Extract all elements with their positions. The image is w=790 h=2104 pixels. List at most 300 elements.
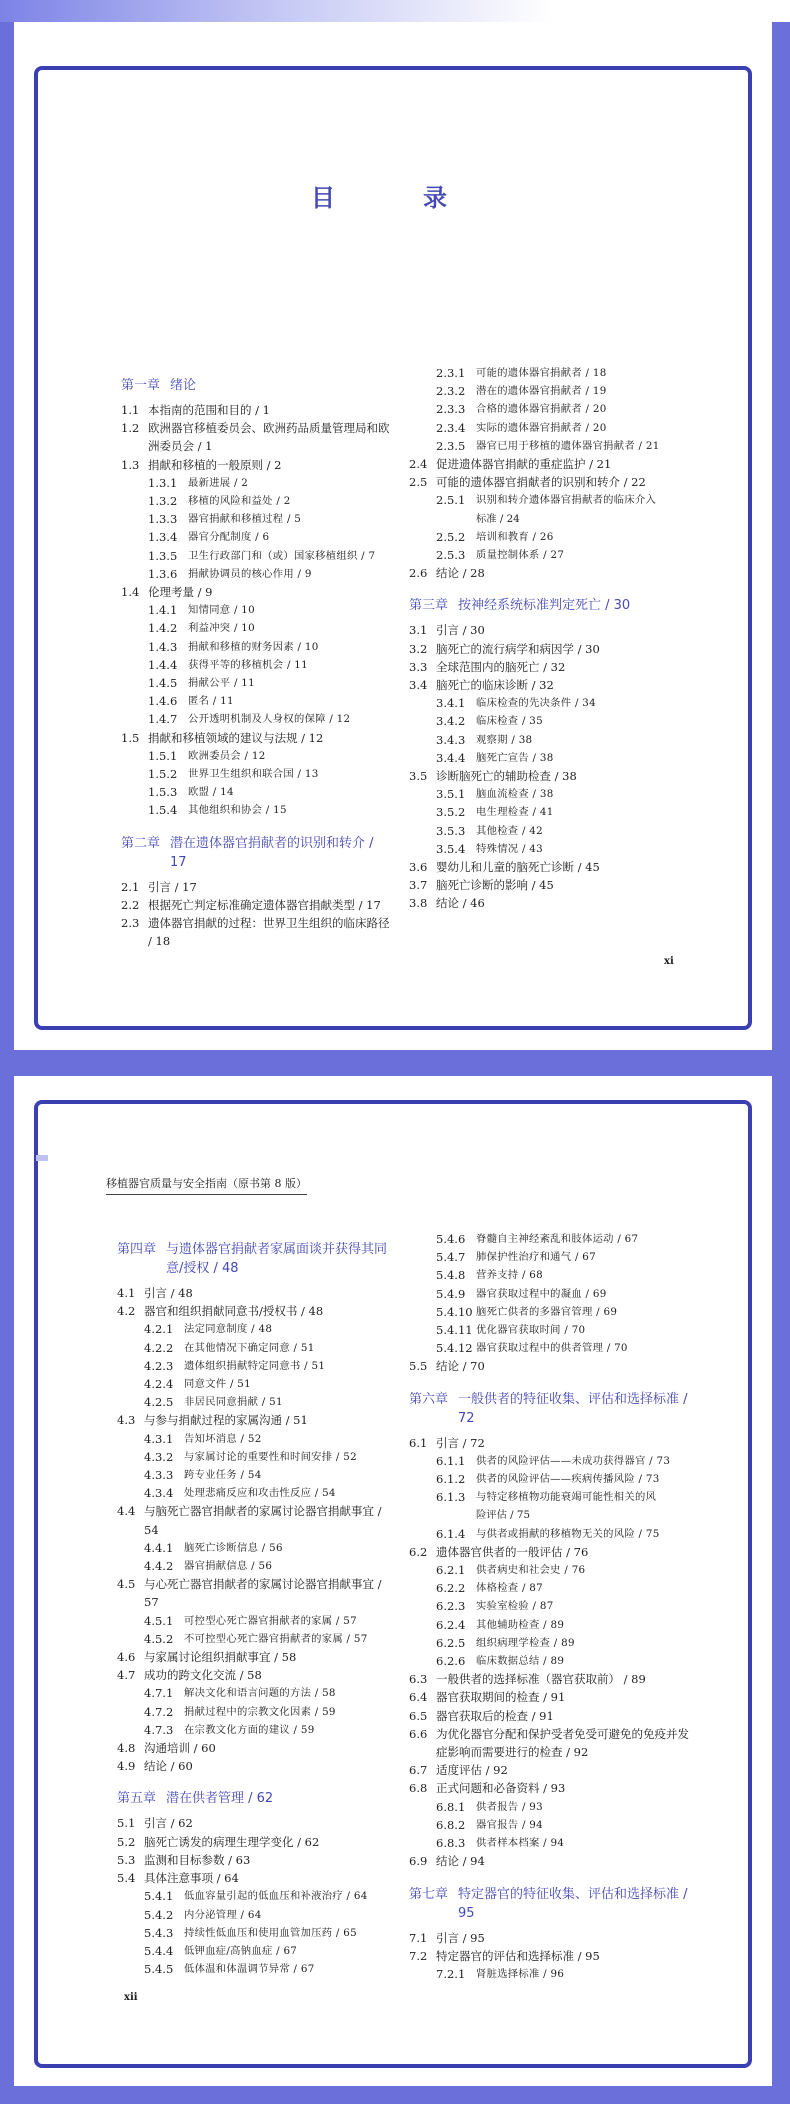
section-title: 婴幼儿和儿童的脑死亡诊断 / 45	[436, 860, 600, 875]
section-title: 肺保护性治疗和通气 / 67	[476, 1251, 596, 1264]
toc-section-entry	[409, 1357, 695, 1375]
toc-subsection-entry	[409, 1525, 695, 1543]
section-number: 5.4.7	[436, 1250, 466, 1265]
section-title: 特殊情况 / 43	[476, 842, 544, 855]
toc-section-entry	[409, 621, 695, 639]
running-head: 移植器官质量与安全指南（原书第 8 版）	[106, 1175, 307, 1195]
section-number: 4.4	[117, 1504, 136, 1519]
section-title: 本指南的范围和目的 / 1	[148, 403, 271, 417]
section-number: 4.9	[117, 1759, 136, 1774]
section-number: 4.2.5	[144, 1395, 174, 1410]
section-number: 3.7	[409, 878, 428, 893]
section-number: 2.3.2	[436, 384, 466, 399]
toc-subsection-entry	[121, 547, 391, 565]
section-title: 与参与捐献过程的家属沟通 / 51	[144, 1413, 308, 1428]
section-title: 卫生行政部门和（或）国家移植组织 / 7	[188, 549, 376, 562]
toc-subsection-entry	[409, 1597, 695, 1615]
section-title: 诊断脑死亡的辅助检查 / 38	[436, 769, 577, 784]
section-number: 5.4.2	[144, 1907, 174, 1922]
section-title: 器官获取期间的检查 / 91	[436, 1690, 566, 1705]
section-title: 捐献和移植的一般原则 / 2	[148, 457, 282, 472]
section-number: 3.2	[409, 641, 428, 656]
section-title: 具体注意事项 / 64	[144, 1871, 239, 1886]
section-title: 法定同意制度 / 48	[184, 1323, 273, 1336]
section-number: 1.3	[121, 457, 140, 472]
section-number: 6.2.2	[436, 1581, 466, 1596]
toc-title: 目 录	[311, 184, 479, 212]
toc-section-entry	[117, 1814, 397, 1832]
section-title: 结论 / 70	[436, 1359, 485, 1374]
section-title: 在其他情况下确定同意 / 51	[184, 1341, 315, 1354]
toc-subsection-entry	[117, 1924, 397, 1942]
chapter-number: 第一章	[121, 378, 161, 393]
toc-column-left	[121, 376, 391, 950]
toc-subsection-entry	[117, 1393, 397, 1411]
section-number: 3.3	[409, 659, 428, 674]
section-title: 供者样本档案 / 94	[476, 1837, 565, 1850]
toc-subsection-entry	[117, 1721, 397, 1739]
toc-column-right	[409, 364, 695, 913]
section-number: 3.1	[409, 623, 428, 638]
section-title: 欧盟 / 14	[188, 786, 234, 799]
section-number: 4.4.2	[144, 1559, 174, 1574]
toc-subsection-entry	[117, 1942, 397, 1960]
chapter-title: 与遗体器官捐献者家属面谈并获得其同意/授权 / 48	[166, 1242, 388, 1276]
section-number: 4.3.3	[144, 1468, 174, 1483]
section-number: 6.5	[409, 1708, 428, 1723]
section-title: 欧洲器官移植委员会、欧洲药品质量管理局和欧洲委员会 / 1	[148, 421, 390, 454]
chapter-title: 潜在遗体器官捐献者的识别和转介 / 17	[170, 835, 374, 870]
toc-subsection-entry	[409, 694, 695, 712]
chapter-heading	[409, 1390, 695, 1428]
toc-subsection-entry	[409, 491, 695, 509]
section-number: 6.1.1	[436, 1453, 466, 1468]
section-title: 在宗教文化方面的建议 / 59	[184, 1723, 315, 1736]
chapter-number: 第二章	[121, 835, 161, 851]
toc-section-entry	[409, 473, 695, 491]
section-title: 培训和教育 / 26	[476, 530, 554, 543]
section-number: 6.1.2	[436, 1472, 466, 1487]
section-number: 4.7.1	[144, 1686, 174, 1701]
section-title: 遗体器官供者的一般评估 / 76	[436, 1544, 589, 1559]
section-title: 伦理考量 / 9	[148, 585, 213, 600]
section-title: 引言 / 30	[436, 623, 485, 638]
section-title: 遗体器官捐献的过程：世界卫生组织的临床路径 / 18	[148, 916, 390, 949]
section-title: 可控型心死亡器官捐献者的家属 / 57	[184, 1614, 357, 1627]
section-number: 1.3.3	[148, 512, 178, 527]
toc-subsection-entry	[409, 1248, 695, 1266]
toc-subsection-entry	[121, 510, 391, 528]
toc-subsection-entry	[409, 528, 695, 546]
chapter-number: 第六章	[409, 1391, 449, 1407]
toc-subsection-entry	[121, 528, 391, 546]
section-number: 2.5	[409, 475, 428, 490]
toc-section-entry	[409, 894, 695, 912]
section-number: 4.7.3	[144, 1722, 174, 1737]
toc-subsection-entry	[409, 1834, 695, 1852]
section-number: 2.5.2	[436, 529, 466, 544]
section-title: 跨专业任务 / 54	[184, 1469, 262, 1482]
section-number: 6.1.3	[436, 1490, 466, 1505]
toc-subsection-entry	[121, 710, 391, 728]
section-number: 2.2	[121, 897, 140, 912]
toc-subsection-entry	[121, 638, 391, 656]
toc-section-entry	[117, 1869, 397, 1887]
section-title: 知情同意 / 10	[188, 604, 256, 617]
section-title: 供者的风险评估——未成功获得器官 / 73	[476, 1454, 671, 1467]
section-title: 成功的跨文化交流 / 58	[144, 1668, 262, 1683]
section-number: 5.4.10	[436, 1304, 473, 1319]
toc-section-entry	[117, 1833, 397, 1851]
section-title: 脑死亡的流行病学和病因学 / 30	[436, 641, 600, 656]
toc-section-entry	[117, 1739, 397, 1757]
toc-subsection-entry	[121, 601, 391, 619]
section-title: 全球范围内的脑死亡 / 32	[436, 659, 566, 674]
section-title: 脑死亡诊断的影响 / 45	[436, 878, 554, 893]
section-number: 3.4.2	[436, 714, 466, 729]
toc-column-left	[117, 1240, 397, 1978]
section-number: 5.4.9	[436, 1286, 466, 1301]
toc-subsection-entry	[121, 656, 391, 674]
section-title: 潜在的遗体器官捐献者 / 19	[476, 385, 607, 398]
section-title: 供者病史和社会史 / 76	[476, 1564, 586, 1577]
section-title: 低体温和体温调节异常 / 67	[184, 1963, 315, 1976]
section-title: 实际的遗体器官捐献者 / 20	[476, 421, 607, 434]
toc-subsection-entry	[117, 1339, 397, 1357]
section-title: 临床数据总结 / 89	[476, 1655, 565, 1668]
page-number: xii	[124, 1992, 138, 2003]
toc-section-entry	[409, 1725, 695, 1761]
toc-section-entry	[409, 1688, 695, 1706]
section-title: 可能的遗体器官捐献者的识别和转介 / 22	[436, 475, 646, 490]
section-title: 低钾血症/高钠血症 / 67	[184, 1944, 298, 1957]
section-title: 脊髓自主神经紊乱和肢体运动 / 67	[476, 1233, 639, 1245]
section-title: 同意文件 / 51	[184, 1378, 252, 1391]
toc-subsection-entry	[409, 712, 695, 730]
toc-subsection-entry	[409, 1285, 695, 1303]
toc-section-entry	[409, 455, 695, 473]
toc-subsection-entry	[409, 785, 695, 803]
section-title: 持续性低血压和使用血管加压药 / 65	[184, 1926, 357, 1939]
toc-subsection-entry	[409, 731, 695, 749]
toc-subsection-entry	[409, 822, 695, 840]
section-number: 3.5.2	[436, 805, 466, 820]
section-number: 2.4	[409, 457, 428, 472]
toc-section-entry	[409, 676, 695, 694]
section-number: 3.5.4	[436, 841, 466, 856]
toc-subsection-entry	[409, 1266, 695, 1284]
section-number: 3.5.3	[436, 823, 466, 838]
section-number: 4.5.2	[144, 1631, 174, 1646]
section-title: 脑死亡的临床诊断 / 32	[436, 678, 554, 693]
section-title: 引言 / 95	[436, 1930, 485, 1945]
chapter-title: 按神经系统标准判定死亡 / 30	[458, 598, 631, 614]
toc-subsection-entry	[121, 801, 391, 819]
toc-subsection-entry	[409, 1798, 695, 1816]
section-title: 引言 / 17	[148, 879, 197, 894]
section-number: 7.2	[409, 1948, 428, 1963]
toc-section-entry	[409, 1852, 695, 1870]
section-title: 匿名 / 11	[188, 695, 234, 708]
chapter-number: 第三章	[409, 598, 449, 614]
section-number: 1.3.2	[148, 494, 178, 509]
section-title: 监测和目标参数 / 63	[144, 1852, 251, 1867]
section-title: 处理悲痛反应和攻击性反应 / 54	[184, 1487, 336, 1500]
toc-section-entry	[117, 1411, 397, 1429]
section-number: 6.2.3	[436, 1599, 466, 1614]
toc-subsection-entry	[409, 364, 695, 382]
section-title: 观察期 / 38	[476, 733, 533, 746]
section-number: 5.4.11	[436, 1323, 473, 1338]
toc-section-entry	[117, 1575, 397, 1611]
section-title: 特定器官的评估和选择标准 / 95	[436, 1948, 600, 1963]
section-title: 供者报告 / 93	[476, 1800, 544, 1813]
section-title: 其他检查 / 42	[476, 824, 544, 837]
section-number: 4.5.1	[144, 1613, 174, 1628]
toc-subsection-entry	[117, 1466, 397, 1484]
section-title: 合格的遗体器官捐献者 / 20	[476, 403, 607, 416]
section-title: 营养支持 / 68	[476, 1269, 544, 1282]
section-number: 3.5	[409, 769, 428, 784]
toc-section-entry	[121, 583, 391, 601]
toc-subsection-entry	[409, 1965, 695, 1983]
toc-section-entry	[409, 1947, 695, 1965]
toc-entry-continuation: 险评估 / 75	[476, 1509, 531, 1522]
section-number: 5.2	[117, 1834, 136, 1849]
section-number: 5.4.3	[144, 1925, 174, 1940]
toc-section-entry	[409, 658, 695, 676]
section-number: 6.9	[409, 1854, 428, 1869]
toc-subsection-entry	[121, 765, 391, 783]
chapter-heading	[117, 1240, 397, 1278]
toc-subsection-entry	[409, 1452, 695, 1470]
toc-section-entry	[117, 1757, 397, 1775]
section-title: 促进遗体器官捐献的重症监护 / 21	[436, 457, 612, 472]
section-number: 4.7.2	[144, 1704, 174, 1719]
toc-subsection-entry	[117, 1430, 397, 1448]
toc-section-entry	[117, 1666, 397, 1684]
section-title: 捐献公平 / 11	[188, 677, 256, 690]
section-number: 5.5	[409, 1359, 428, 1374]
section-title: 可能的遗体器官捐献者 / 18	[476, 367, 607, 379]
toc-section-entry	[117, 1502, 397, 1538]
toc-subsection-entry	[409, 546, 695, 564]
section-title: 不可控型心死亡器官捐献者的家属 / 57	[184, 1632, 368, 1645]
section-number: 6.1.4	[436, 1526, 466, 1541]
section-number: 4.2.1	[144, 1322, 174, 1337]
toc-subsection-entry	[121, 492, 391, 510]
section-number: 5.1	[117, 1816, 136, 1831]
section-number: 5.3	[117, 1852, 136, 1867]
section-number: 2.1	[121, 879, 140, 894]
section-title: 沟通培训 / 60	[144, 1741, 216, 1756]
toc-section-entry	[121, 456, 391, 474]
chapter-title: 特定器官的特征收集、评估和选择标准 / 95	[458, 1886, 688, 1921]
section-title: 与特定移植物功能衰竭可能性相关的风	[476, 1491, 657, 1504]
section-number: 5.4	[117, 1871, 136, 1886]
section-title: 解决文化和语言问题的方法 / 58	[184, 1687, 336, 1700]
toc-section-entry	[409, 1707, 695, 1725]
chapter-title: 绪论	[170, 378, 197, 393]
section-title: 脑死亡供者的多器官管理 / 69	[476, 1305, 618, 1318]
toc-subsection-entry	[121, 674, 391, 692]
section-number: 4.3.2	[144, 1449, 174, 1464]
section-number: 4.8	[117, 1741, 136, 1756]
section-number: 6.6	[409, 1726, 428, 1741]
toc-subsection-entry	[121, 692, 391, 710]
section-number: 3.4.1	[436, 696, 466, 711]
section-title: 捐献协调员的核心作用 / 9	[188, 567, 312, 580]
toc-section-entry	[121, 896, 391, 914]
toc-entry-continuation: 标准 / 24	[476, 512, 520, 525]
section-number: 7.2.1	[436, 1966, 466, 1981]
section-title: 内分泌管理 / 64	[184, 1908, 262, 1921]
section-title: 脑死亡诱发的病理生理学变化 / 62	[144, 1834, 320, 1849]
section-number: 5.4.5	[144, 1962, 174, 1977]
section-number: 3.4.3	[436, 732, 466, 747]
section-title: 引言 / 48	[144, 1286, 193, 1300]
toc-subsection-entry	[409, 1616, 695, 1634]
section-title: 捐献过程中的宗教文化因素 / 59	[184, 1705, 336, 1718]
toc-section-entry	[409, 1761, 695, 1779]
toc-section-entry	[117, 1851, 397, 1869]
section-title: 利益冲突 / 10	[188, 622, 256, 635]
section-title: 公开透明机制及人身权的保障 / 12	[188, 713, 351, 726]
section-title: 获得平等的移植机会 / 11	[188, 658, 308, 671]
chapter-heading	[409, 596, 695, 615]
toc-section-entry	[117, 1648, 397, 1666]
toc-section-entry	[409, 767, 695, 785]
toc-section-entry	[409, 564, 695, 582]
section-number: 3.8	[409, 896, 428, 911]
section-title: 与心死亡器官捐献者的家属讨论器官捐献事宜 / 57	[144, 1577, 382, 1610]
toc-subsection-entry	[121, 619, 391, 637]
toc-subsection-entry	[409, 400, 695, 418]
section-title: 器官捐献和移植过程 / 5	[188, 513, 302, 526]
section-number: 7.1	[409, 1930, 428, 1945]
toc-subsection-entry	[117, 1357, 397, 1375]
section-number: 6.2	[409, 1544, 428, 1559]
section-title: 遗体组织捐献特定同意书 / 51	[184, 1359, 326, 1372]
section-number: 1.4.4	[148, 657, 178, 672]
section-number: 2.3.5	[436, 438, 466, 453]
toc-subsection-entry	[409, 1321, 695, 1339]
section-title: 与家属讨论组织捐献事宜 / 58	[144, 1650, 297, 1665]
section-number: 6.2.5	[436, 1635, 466, 1650]
section-number: 4.2.3	[144, 1358, 174, 1373]
section-number: 1.3.6	[148, 566, 178, 581]
section-title: 器官捐献信息 / 56	[184, 1560, 273, 1573]
section-title: 与脑死亡器官捐献者的家属讨论器官捐献事宜 / 54	[144, 1504, 382, 1537]
section-number: 4.7	[117, 1668, 136, 1683]
section-number: 1.3.5	[148, 548, 178, 563]
section-title: 为优化器官分配和保护受者免受可避免的免疫并发症影响而需要进行的检查 / 92	[436, 1726, 689, 1760]
section-title: 世界卫生组织和联合国 / 13	[188, 768, 319, 781]
section-number: 1.1	[121, 403, 140, 417]
section-number: 1.4.5	[148, 676, 178, 691]
section-number: 3.6	[409, 860, 428, 875]
section-number: 5.4.6	[436, 1232, 466, 1246]
toc-subsection-entry	[409, 1816, 695, 1834]
section-title: 器官获取过程中的供者管理 / 70	[476, 1342, 628, 1355]
section-title: 供者的风险评估——疾病传播风险 / 73	[476, 1473, 660, 1486]
toc-subsection-entry	[409, 1488, 695, 1506]
toc-section-entry	[409, 1434, 695, 1452]
section-number: 4.3	[117, 1413, 136, 1428]
section-number: 1.3.1	[148, 475, 178, 490]
toc-subsection-entry	[117, 1375, 397, 1393]
section-number: 6.4	[409, 1690, 428, 1705]
section-number: 1.5.3	[148, 785, 178, 800]
toc-section-entry	[409, 876, 695, 894]
chapter-heading	[409, 1885, 695, 1923]
section-number: 1.4	[121, 585, 140, 600]
toc-subsection-entry	[117, 1612, 397, 1630]
section-number: 4.1	[117, 1286, 136, 1300]
section-title: 脑血流检查 / 38	[476, 788, 554, 801]
toc-subsection-entry	[409, 1652, 695, 1670]
toc-section-entry	[121, 729, 391, 747]
toc-subsection-entry	[409, 1303, 695, 1321]
section-number: 4.3.1	[144, 1431, 174, 1446]
section-number: 4.3.4	[144, 1486, 174, 1501]
toc-subsection-entry	[409, 749, 695, 767]
section-title: 结论 / 60	[144, 1759, 193, 1774]
section-number: 1.5.4	[148, 803, 178, 818]
section-number: 6.8	[409, 1781, 428, 1796]
section-title: 质量控制体系 / 27	[476, 549, 565, 562]
section-title: 低血容量引起的低血压和补液治疗 / 64	[184, 1890, 368, 1903]
section-title: 结论 / 28	[436, 566, 485, 581]
section-number: 1.4.1	[148, 603, 178, 618]
section-number: 1.5	[121, 730, 140, 745]
edge-marker	[36, 1155, 48, 1161]
section-title: 肾脏选择标准 / 96	[476, 1967, 565, 1980]
section-number: 1.5.1	[148, 748, 178, 763]
toc-subsection-entry	[409, 1230, 695, 1248]
toc-subsection-entry	[117, 1630, 397, 1648]
section-title: 实验室检验 / 87	[476, 1600, 554, 1613]
section-number: 1.3.4	[148, 530, 178, 545]
section-number: 2.3.4	[436, 420, 466, 435]
chapter-title: 一般供者的特征收集、评估和选择标准 / 72	[458, 1391, 688, 1426]
toc-subsection-entry	[117, 1703, 397, 1721]
section-number: 2.5.1	[436, 493, 466, 508]
toc-subsection-entry	[121, 783, 391, 801]
section-title: 识别和转介遗体器官捐献者的临床介入	[476, 494, 657, 507]
toc-section-entry	[409, 858, 695, 876]
toc-section-entry	[117, 1284, 397, 1302]
toc-section-entry	[121, 878, 391, 896]
section-title: 临床检查 / 35	[476, 715, 544, 728]
section-title: 欧洲委员会 / 12	[188, 749, 266, 762]
toc-section-entry	[121, 401, 391, 419]
section-title: 适度评估 / 92	[436, 1763, 508, 1778]
section-number: 1.4.7	[148, 712, 178, 727]
chapter-number: 第七章	[409, 1886, 449, 1902]
toc-section-entry	[409, 1929, 695, 1947]
toc-section-entry	[121, 419, 391, 455]
toc-subsection-entry	[117, 1960, 397, 1978]
section-number: 2.6	[409, 566, 428, 581]
section-number: 1.2	[121, 421, 140, 436]
toc-subsection-entry	[409, 1579, 695, 1597]
toc-subsection-entry	[117, 1448, 397, 1466]
section-number: 1.4.2	[148, 621, 178, 636]
toc-subsection-entry	[117, 1539, 397, 1557]
section-number: 1.5.2	[148, 767, 178, 782]
toc-section-entry	[121, 914, 391, 950]
